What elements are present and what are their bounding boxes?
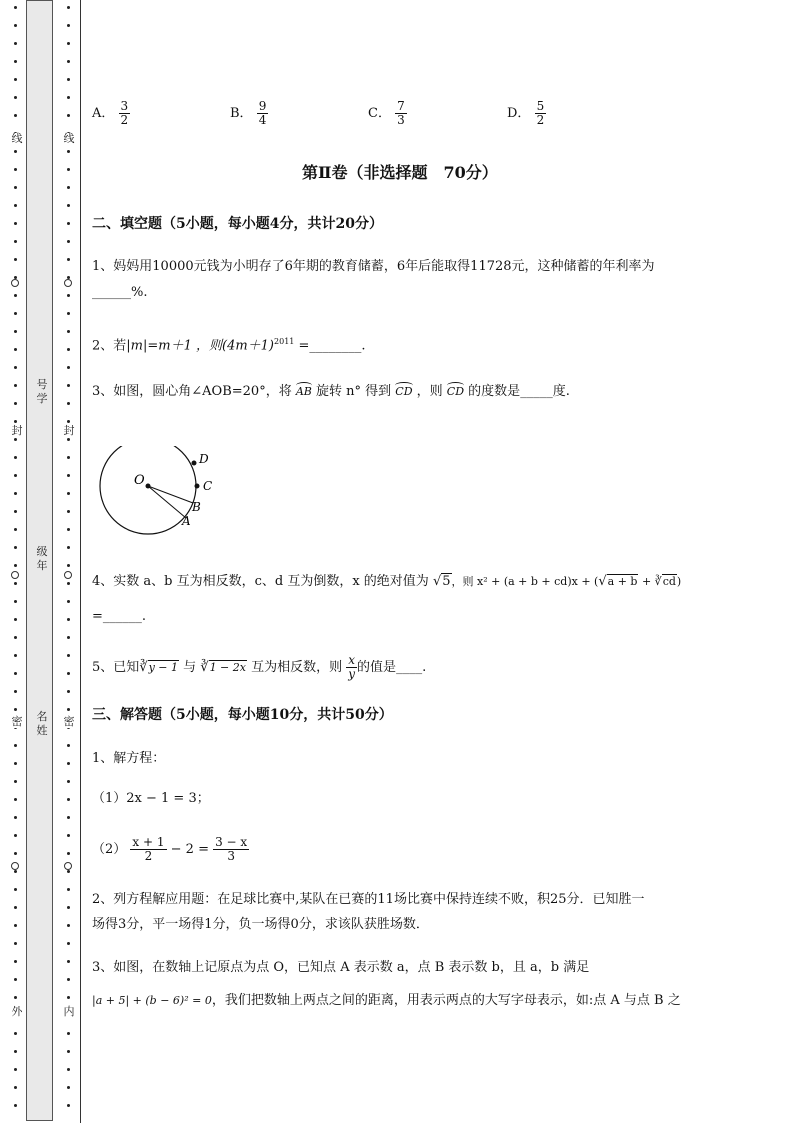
label-a: A [182, 514, 191, 528]
binding-dot [67, 474, 70, 477]
answer-blank[interactable]: ______ [102, 609, 142, 624]
seal-seal-char-inner: 封 [63, 424, 75, 437]
fraction-denominator: y [348, 667, 356, 681]
seal-inside-char: 内 [63, 1005, 75, 1018]
binding-dot [14, 834, 17, 837]
option-c-fraction [395, 100, 407, 127]
binding-dot [67, 222, 70, 225]
binding-dot [67, 510, 70, 513]
binding-dot [67, 1104, 70, 1107]
fill-q3-mid3: 的度数是 [464, 384, 521, 399]
arc-cd: CD [395, 385, 413, 398]
fill-q3-end: 度. [552, 384, 570, 399]
arc-cd: CD [446, 385, 465, 398]
binding-dot [14, 690, 17, 693]
hole-circle [64, 571, 72, 579]
binding-dot [14, 96, 17, 99]
binding-dot [14, 924, 17, 927]
sqrt-5: 5 [442, 574, 451, 589]
binding-dot [67, 330, 70, 333]
binding-dot [67, 690, 70, 693]
cbrt-y-minus-1: y − 1 [148, 661, 178, 674]
label-o: O [134, 473, 145, 488]
binding-dot [67, 312, 70, 315]
fill-q3 [92, 383, 570, 401]
seal-seal-char-outer: 封 [11, 424, 23, 437]
fraction-x-over-y [346, 654, 357, 681]
solve-q3-expression: |a + 5| + (b − 6)² = 0 [92, 994, 212, 1007]
binding-dot [14, 798, 17, 801]
binding-dot [14, 60, 17, 63]
binding-dot [67, 1068, 70, 1071]
sqrt-a-plus-b: a + b [607, 575, 638, 588]
binding-dot [14, 6, 17, 9]
binding-dot [14, 654, 17, 657]
binding-dot [14, 402, 17, 405]
fill-q3-pre: 3、如图，圆心角∠AOB=20°，将 [92, 384, 296, 399]
radius-ob [148, 486, 193, 503]
binding-dot [14, 222, 17, 225]
field-name: 名姓 [36, 710, 48, 737]
binding-dot [14, 672, 17, 675]
seal-line-char-outer: 线 [11, 132, 23, 145]
option-b-letter: B． [230, 106, 253, 121]
option-b-num: 9 [258, 99, 267, 113]
radius-oa [148, 486, 186, 518]
binding-dot [67, 186, 70, 189]
field-grade: 级年 [36, 545, 48, 572]
binding-dot [14, 492, 17, 495]
binding-dot [67, 366, 70, 369]
binding-dot [14, 510, 17, 513]
solve-q1a: （1）2x − 1 = 3； [92, 791, 210, 806]
point-o [146, 484, 151, 489]
fill-q5-mid: 与 ∛ [179, 660, 209, 675]
binding-dot [14, 780, 17, 783]
fill-q3-mid1: 旋转 n° 得到 [311, 384, 396, 399]
answer-blank[interactable]: ______ [92, 285, 131, 300]
fill-q4-end: . [141, 609, 147, 624]
fill-q5-dot: . [422, 660, 427, 675]
binding-dot [14, 906, 17, 909]
binding-dot [14, 312, 17, 315]
hole-circle [64, 279, 72, 287]
binding-dot [14, 528, 17, 531]
binding-dot [67, 780, 70, 783]
fill-q5-pre: 5、已知∛ [92, 660, 148, 675]
option-a-num: 3 [120, 99, 129, 113]
option-a [92, 100, 130, 127]
binding-dot [14, 348, 17, 351]
binding-dot [14, 42, 17, 45]
binding-dot [67, 906, 70, 909]
fill-q4-plus: + ∛ [638, 575, 662, 588]
binding-dot [67, 1032, 70, 1035]
binding-dot [14, 438, 17, 441]
hole-circle [11, 279, 19, 287]
solve-q1b-pre: （2） [92, 842, 127, 857]
option-a-den: 2 [120, 113, 129, 127]
fill-q3-mid2: ，则 [412, 384, 447, 399]
solve-q1b-mid: − 2 = [166, 842, 214, 857]
fill-q1-line2 [92, 284, 148, 302]
binding-dot [67, 978, 70, 981]
binding-dot [67, 636, 70, 639]
binding-dot [67, 546, 70, 549]
fill-q1-end: %. [131, 285, 148, 300]
arc-ab: AB [295, 385, 312, 398]
binding-dot [14, 600, 17, 603]
option-b-fraction [257, 100, 269, 127]
binding-dot [67, 348, 70, 351]
solve-q1: 1、解方程： [92, 751, 166, 766]
binding-dot [67, 1050, 70, 1053]
fill-q4-text: 4、实数 a、b 互为相反数，c、d 互为倒数，x 的绝对值为 [92, 574, 429, 589]
hole-circle [11, 571, 19, 579]
fill-q2-end: . [361, 338, 366, 354]
cbrt-cd: cd [662, 575, 676, 588]
option-c-den: 3 [397, 113, 405, 127]
seal-outside-char: 外 [11, 1005, 23, 1018]
binding-dot [67, 438, 70, 441]
binding-dot [14, 888, 17, 891]
binding-dot [14, 996, 17, 999]
binding-dot [67, 240, 70, 243]
point-c [195, 484, 200, 489]
binding-dot [67, 420, 70, 423]
option-b [230, 100, 268, 127]
fraction-x-plus-1-over-2 [130, 836, 166, 863]
answer-blank[interactable]: ____ [396, 660, 423, 675]
option-d-fraction [535, 100, 547, 127]
binding-dot [14, 1086, 17, 1089]
binding-dot [67, 600, 70, 603]
binding-dot [67, 150, 70, 153]
binding-dot [14, 708, 17, 711]
binding-dot [67, 168, 70, 171]
binding-dot [14, 978, 17, 981]
binding-dot [67, 798, 70, 801]
solve-q3-line2 [92, 992, 681, 1010]
binding-dot [14, 330, 17, 333]
binding-dot [14, 762, 17, 765]
solve-q3-line1: 3、如图，在数轴上记原点为点 O，已知点 A 表示数 a，点 B 表示数 b，且 a，b 满足 [92, 960, 590, 975]
binding-dot [14, 744, 17, 747]
binding-dot [67, 852, 70, 855]
fill-q2-mid: |= [142, 338, 159, 354]
binding-dot [14, 366, 17, 369]
solve-q3-text: ，我们把数轴上两点之间的距离，用表示两点的大写字母表示，如:点 A 与点 B 之 [211, 993, 681, 1008]
fill-q2-eq: = [294, 338, 310, 354]
binding-margin-outer [0, 0, 26, 1123]
binding-dot [67, 402, 70, 405]
label-c: C [203, 479, 213, 493]
binding-dot [67, 834, 70, 837]
option-d-num: 5 [536, 99, 545, 113]
binding-dot [67, 294, 70, 297]
binding-dot [67, 816, 70, 819]
option-d [507, 100, 546, 127]
binding-dot [67, 6, 70, 9]
binding-dot [14, 294, 17, 297]
binding-dot [14, 582, 17, 585]
answer-blank[interactable]: ________ [309, 338, 362, 354]
option-c [368, 100, 407, 127]
binding-dot [67, 492, 70, 495]
binding-dot [14, 114, 17, 117]
answer-blank[interactable]: _____ [520, 384, 553, 399]
seal-secret-char-inner: 密 [63, 715, 75, 728]
fill-q2-rest: m＋1 ，则(4m＋1) [158, 338, 275, 354]
point-d [192, 461, 197, 466]
binding-dot [67, 942, 70, 945]
binding-dot [14, 24, 17, 27]
binding-dot [67, 96, 70, 99]
binding-dot [14, 420, 17, 423]
hole-circle [64, 862, 72, 870]
fill-q5 [92, 654, 426, 681]
fill-q4-equals: = [92, 609, 103, 624]
binding-dot [67, 456, 70, 459]
solve-q2-line2: 场得3分，平一场得1分，负一场得0分，求该队获胜场数． [92, 917, 429, 932]
binding-dot [67, 384, 70, 387]
binding-dot [67, 888, 70, 891]
option-d-den: 2 [536, 113, 545, 127]
binding-dot [14, 816, 17, 819]
option-d-letter: D． [507, 106, 531, 121]
binding-dot [67, 618, 70, 621]
binding-dot [14, 942, 17, 945]
binding-dot [67, 114, 70, 117]
binding-dot [67, 60, 70, 63]
fill-q4-close: ) [676, 575, 682, 588]
binding-dot [67, 42, 70, 45]
binding-dot [67, 672, 70, 675]
binding-dot [67, 654, 70, 657]
part-title: 第Ⅱ卷（非选择题 70分） [302, 163, 498, 182]
binding-dot [67, 24, 70, 27]
fill-q2-m: m [130, 338, 143, 354]
fill-q5-mid2: 互为相反数，则 [246, 660, 343, 675]
field-student-number: 号学 [36, 378, 48, 405]
option-a-fraction [119, 100, 131, 127]
binding-dot [67, 960, 70, 963]
hole-circle [11, 862, 19, 870]
fraction-numerator: 3 − x [215, 835, 248, 849]
fill-q4-line1: 4、实数 a、b 互为相反数，c、d 互为倒数，x 的绝对值为 √5，则 x² + (a + b + cd)x + (√a + b + ∛cd) [92, 574, 682, 589]
binding-dot [67, 528, 70, 531]
binding-dot [14, 150, 17, 153]
binding-dot [67, 204, 70, 207]
solve-q2-line1: 2、列方程解应用题：在足球比赛中,某队在已赛的11场比赛中保持连续不败，积25分．已知胜一 [92, 892, 645, 907]
binding-dot [14, 258, 17, 261]
fill-q2-exponent: 2011 [274, 337, 295, 346]
binding-dot [14, 1104, 17, 1107]
binding-dot [14, 1050, 17, 1053]
fill-q4-expr: ，则 x² + (a + b + cd)x + ( [451, 575, 599, 588]
section-heading-fill: 二、填空题（5小题，每小题4分，共计20分） [92, 216, 383, 232]
binding-dot [14, 240, 17, 243]
binding-dot [14, 564, 17, 567]
binding-dot [67, 762, 70, 765]
fraction-numerator: x + 1 [132, 835, 165, 849]
option-c-num: 7 [397, 99, 405, 113]
label-d: D [199, 452, 209, 466]
binding-dot [67, 1086, 70, 1089]
option-a-letter: A． [92, 106, 115, 121]
fill-q4-line2 [92, 608, 146, 626]
fill-q2-pre: 2、若| [92, 338, 131, 354]
binding-dot [67, 708, 70, 711]
binding-dot [67, 582, 70, 585]
binding-dot [14, 78, 17, 81]
fraction-denominator: 2 [144, 849, 153, 863]
binding-dot [14, 636, 17, 639]
section-heading-solve: 三、解答题（5小题，每小题10分，共计50分） [92, 707, 393, 723]
fraction-3-minus-x-over-3 [213, 836, 249, 863]
binding-dot [14, 204, 17, 207]
binding-dot [14, 618, 17, 621]
seal-secret-char-outer: 密 [11, 715, 23, 728]
fill-q5-end: 的值是 [357, 660, 397, 675]
fill-q1-line1: 1、妈妈用10000元钱为小明存了6年期的教育储蓄，6年后能取得11728元，这种储蓄的年利率为 [92, 259, 655, 274]
binding-dot [67, 564, 70, 567]
option-b-den: 4 [258, 113, 267, 127]
seal-line-char-inner: 线 [63, 132, 75, 145]
fill-q2 [92, 333, 366, 355]
binding-dot [67, 924, 70, 927]
binding-dot [14, 186, 17, 189]
fraction-numerator: x [348, 653, 356, 667]
binding-dot [67, 996, 70, 999]
binding-dot [14, 960, 17, 963]
binding-dot [67, 870, 70, 873]
binding-dot [14, 168, 17, 171]
binding-dot [67, 258, 70, 261]
binding-dot [14, 1032, 17, 1035]
binding-dot [14, 852, 17, 855]
binding-dot [14, 1068, 17, 1071]
solve-q1b [92, 836, 249, 863]
binding-dot [14, 456, 17, 459]
fraction-denominator: 3 [227, 849, 235, 863]
binding-dot [14, 384, 17, 387]
label-b: B [192, 500, 201, 514]
circle-figure [96, 446, 226, 538]
option-c-letter: C． [368, 106, 391, 121]
binding-dot [67, 78, 70, 81]
cbrt-1-minus-2x: 1 − 2x [209, 661, 246, 674]
binding-dot [14, 870, 17, 873]
binding-dot [14, 546, 17, 549]
binding-dot [67, 744, 70, 747]
binding-dot [14, 474, 17, 477]
